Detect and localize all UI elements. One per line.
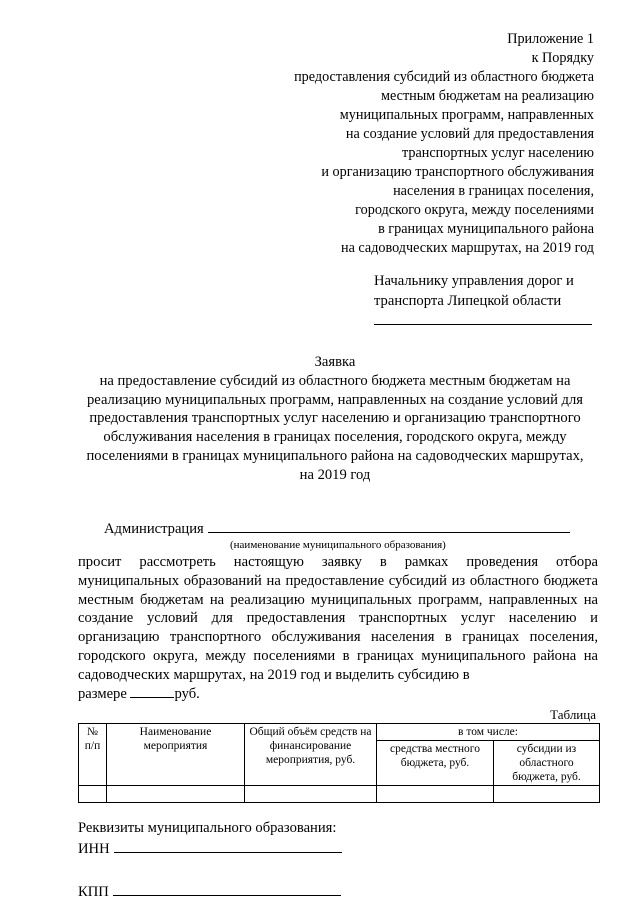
kpp-label: КПП (78, 884, 109, 900)
appendix-line: Приложение 1 (507, 31, 594, 47)
request-amount-line (78, 685, 598, 704)
header-local: средства местного бюджета, руб. (377, 741, 494, 786)
appendix-line: на создание условий для предоставления (345, 126, 594, 142)
kpp-row (78, 881, 342, 902)
kpp-field[interactable] (113, 881, 341, 896)
header-name: Наименование мероприятия (107, 724, 245, 786)
title-line: на 2019 год (299, 466, 371, 483)
title-line: обслуживания населения в границах поселения, городского округа, между (103, 429, 567, 446)
administration-label: Администрация (104, 521, 204, 537)
table-cell[interactable] (245, 786, 377, 803)
title-line: Заявка (314, 354, 356, 370)
addressee-line: Начальнику управления дорог и (374, 273, 574, 289)
table-row (79, 786, 600, 803)
inn-row (78, 838, 342, 859)
appendix-line: муниципальных программ, направленных (339, 107, 594, 123)
measures-table (78, 723, 600, 803)
appendix-line: населения в границах поселения, (393, 183, 594, 199)
appendix-header (234, 30, 594, 258)
appendix-line: местным бюджетам на реализацию (381, 88, 594, 104)
header-including: в том числе: (377, 724, 600, 741)
requisites-title: Реквизиты муниципального образования: (78, 820, 337, 836)
table-cell[interactable] (494, 786, 600, 803)
request-body (78, 553, 598, 703)
requisites-block (78, 818, 342, 902)
appendix-line: предоставления субсидий из областного бюджета (294, 69, 594, 85)
header-regional: субсидии из областного бюджета, руб. (494, 741, 600, 786)
appendix-line: транспортных услуг населению (402, 145, 594, 161)
inn-label: ИНН (78, 841, 110, 857)
administration-name-field[interactable] (208, 518, 570, 533)
appendix-line: на садоводческих маршрутах, на 2019 год (340, 240, 594, 256)
amount-suffix: руб. (174, 685, 200, 702)
title-line: поселениями в границах муниципального района на садоводческих маршрутах, (86, 447, 584, 464)
addressee-block (374, 271, 604, 325)
appendix-line: в границах муниципального района (378, 221, 594, 237)
title-line: на предоставление субсидий из областного бюджета местным бюджетам на (99, 372, 571, 389)
header-total: Общий объём средств на финансирование мероприятия, руб. (245, 724, 377, 786)
appendix-line: и организацию транспортного обслуживания (321, 164, 594, 180)
amount-prefix: размере (78, 685, 127, 702)
table-header-row (79, 724, 600, 741)
title-line: предоставления транспортных услуг населению и организацию транспортного (89, 410, 581, 427)
appendix-line: городского округа, между поселениями (355, 202, 594, 218)
administration-hint: (наименование муниципального образования) (230, 539, 446, 551)
request-body-text: просит рассмотреть настоящую заявку в рамках проведения отбора муниципальных образований на предоставление субсидий из областного бюджета местным бюджетам на реализацию муниципальных программ, направленных на создание условий для предоставления транспортных услуг населению и организацию транспортного обслуживания населения в границах поселения, городского округа, между поселениями в границах муниципального района на садоводческих маршрутах, на 2019 год и выделить субсидию в (78, 554, 598, 683)
appendix-line: к Порядку (531, 50, 594, 66)
amount-field[interactable] (130, 685, 174, 698)
table-cell[interactable] (107, 786, 245, 803)
table-cell[interactable] (377, 786, 494, 803)
administration-row (104, 518, 570, 538)
table-caption: Таблица (550, 707, 596, 722)
title-line: реализацию муниципальных программ, направленных на создание условий для (87, 391, 583, 408)
addressee-signature-line[interactable] (374, 323, 592, 325)
table-cell[interactable] (79, 786, 107, 803)
spacer (78, 859, 342, 881)
addressee-line: транспорта Липецкой области (374, 293, 562, 309)
inn-field[interactable] (114, 838, 342, 853)
header-num: № п/п (79, 724, 107, 786)
document-title (72, 353, 598, 485)
